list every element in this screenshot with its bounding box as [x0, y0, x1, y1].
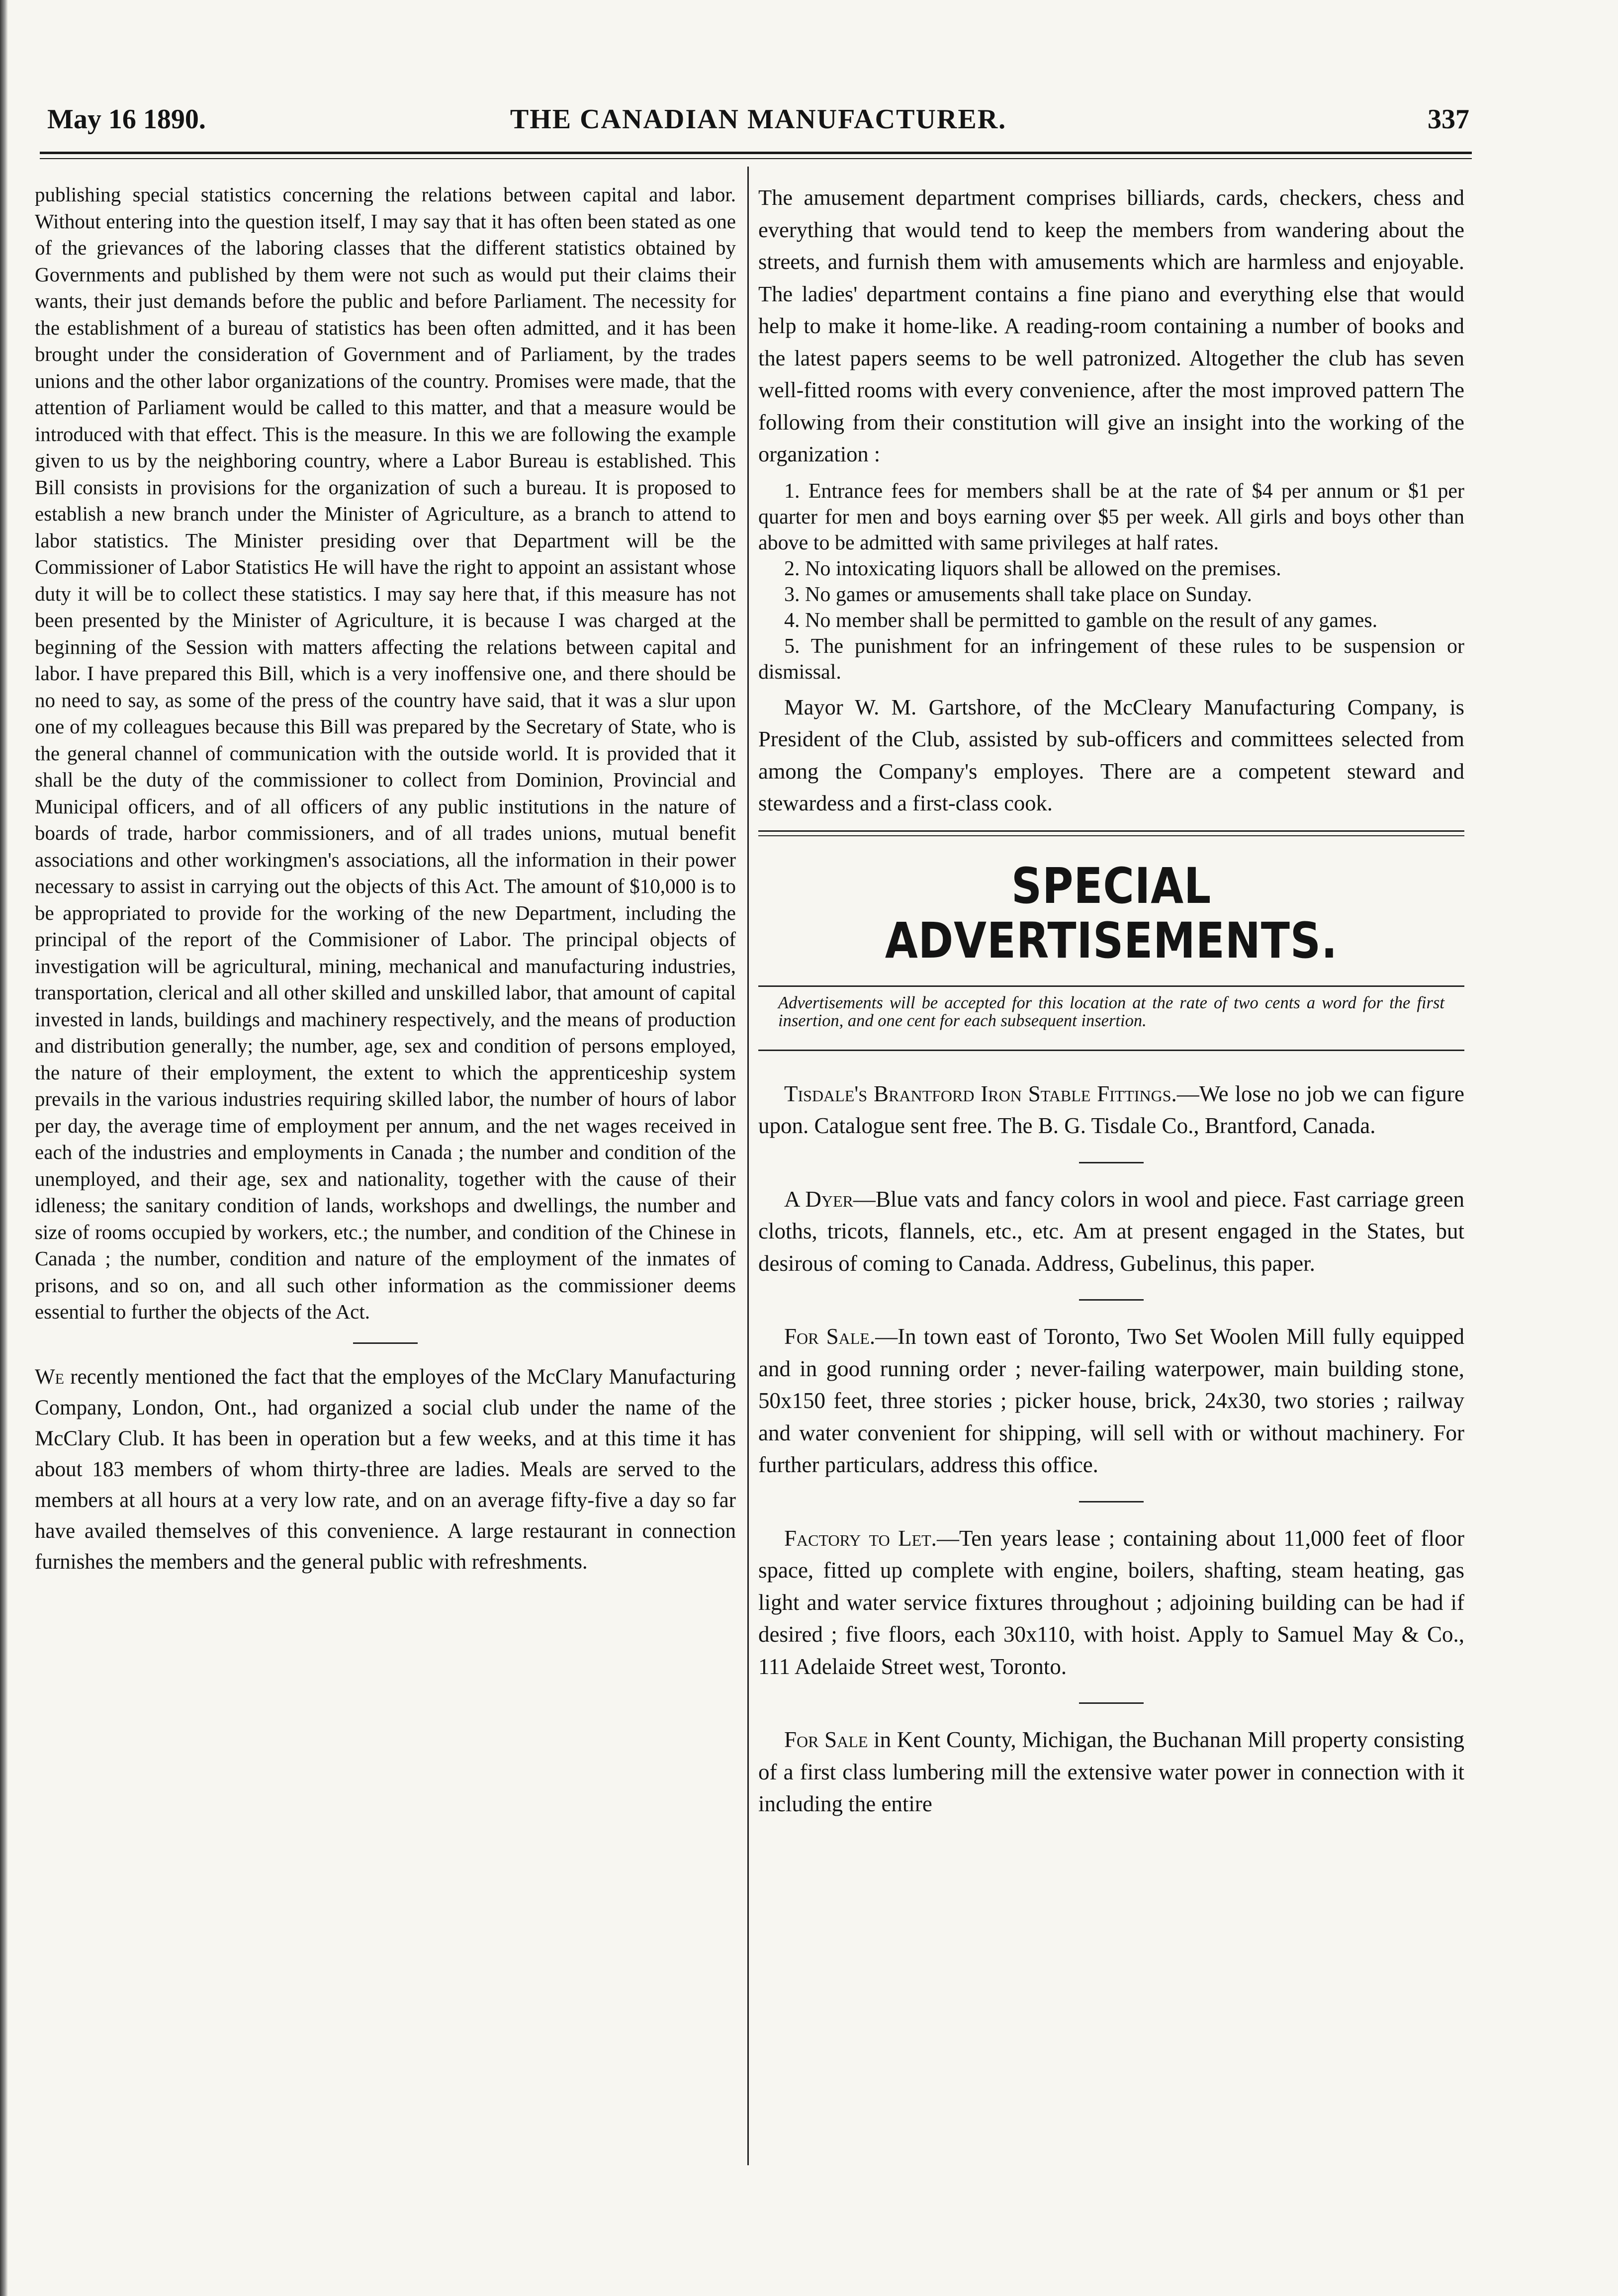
- advertisement-item: [758, 1078, 1464, 1142]
- advertisement-body: —Blue vats and fancy colors in wool and piece. Fast carriage green cloths, tricots, flannels, etc., etc. Am at present engaged in the States, but desirous of coming to Canada. Address, Gubelinus, this paper.: [758, 1186, 1464, 1276]
- advertisements-list: [758, 1078, 1464, 1820]
- column-divider: [747, 167, 749, 2165]
- advertisement-lead: A Dyer: [784, 1186, 853, 1212]
- rule-item: 2. No intoxicating liquors shall be allowed on the premises.: [784, 557, 1281, 580]
- club-rules: [758, 478, 1464, 685]
- advertisement-lead: For Sale.: [784, 1324, 876, 1349]
- left-column: [35, 181, 736, 1578]
- rule-item: 1. Entrance fees for members shall be at the rate of $4 per annum or $1 per quarter for men and boys earning over $5 per week. All girls and boys other than above to be admitted with same privileges at half rates.: [758, 479, 1464, 554]
- advertisement-separator: [1079, 1501, 1144, 1502]
- header-rule-thick: [40, 152, 1472, 154]
- rule-item: 5. The punishment for an infringement of these rules to be suspension or dismissal.: [758, 634, 1464, 684]
- article-paragraph-mcclary-club: [35, 1362, 736, 1578]
- advertisement-body: in Kent County, Michigan, the Buchanan Mill property consisting of a first class lumbering mill the extensive water power in connection with it including the entire: [758, 1727, 1464, 1816]
- advertisement-item: [758, 1724, 1464, 1820]
- article-paragraph-statistics: publishing special statistics concerning the relations between capital and labor. Without entering into the question itself, I may say that it has often been stated as one of the grievances of the laboring classes that the different statistics obtained by Governments and published by them were not such as would put their claims their wants, their just demands before the public and before Parliament. The necessity for the establishment of a bureau of statistics has been often admitted, and it has been brought under the consideration of Government and of Parliament, by the trades unions and the other labor organizations of the country. Promises were made, that the attention of Parliament would be called to this matter, and that a measure would be introduced with that effect. This is the measure. In this we are following the example given to us by the neighboring country, where a Labor Bureau is established. This Bill consists in provisions for the organization of such a bureau. It is proposed to establish a new branch under the Minister of Agriculture, as a branch to attend to labor statistics. The Minister presiding over that Department will be the Commissioner of Labor Statistics He will have the right to appoint an assistant whose duty it will be to collect these statistics. I may say here that, if this measure has not been presented by the Minister of Agriculture, it is because I was charged at the beginning of the Session with matters affecting the relations between capital and labor. I have prepared this Bill, which is a very inoffensive one, and there should be no need to say, as some of the press of the country have said, that it was a slur upon one of my colleagues because this Bill was prepared by the Secretary of State, who is the general channel of communication with the outside world. It is provided that it shall be the duty of the commissioner to collect from Dominion, Provincial and Municipal officers, and of all officers of any public institutions in the nature of boards of trade, harbor commissioners, and of all trades unions, mutual benefit associations and other workingmen's associations, all the information in their power necessary to assist in carrying out the objects of this Act. The amount of $10,000 is to be appropriated to provide for the working of the new Department, including the principal of the report of the Commisioner of Labor. The principal objects of investigation will be agricultural, mining, mechanical and manufacturing industries, transportation, clerical and all other skilled and unskilled labor, that amount of capital invested in lands, buildings and machinery respectively, and the means of production and distribution generally; the number, age, sex and condition of persons employed, the nature of their employment, the extent to which the apprenticeship system prevails in the various industries requiring skilled labor, the number of hours of labor per day, the average time of employment per annum, and the net wages received in each of the industries and employments in Canada ; the number and condition of the unemployed, and their age, sex and nationality, together with the cause of their idleness; the sanitary condition of lands, workshops and dwellings, the number and size of rooms occupied by workers, etc.; the number, and condition of the Chinese in Canada ; the number, condition and nature of the employment of the inmates of prisons, and so on, and all such other information as the commissioner deems essential to further the objects of the Act.: [35, 183, 736, 1323]
- advertisement-separator: [1079, 1299, 1144, 1301]
- mayor-paragraph: Mayor W. M. Gartshore, of the McCleary Manufacturing Company, is President of the Club, assisted by sub-officers and committees selected from among the Company's employes. There are a competent steward and stewardess and a first-class cook.: [758, 694, 1464, 815]
- club-paragraph: The amusement department comprises billiards, cards, checkers, chess and everything that would tend to keep the members from wandering about the streets, and furnish them with amusements which are harmless and enjoyable. The ladies' department contains a fine piano and everything else that would help to make it home-like. A reading-room containing a number of books and the latest papers seems to be well patronized. Altogether the club has seven well-fitted rooms with every convenience, after the most improved pattern The following from their constitution will give an insight into the working of the organization :: [758, 185, 1464, 466]
- advertisement-separator: [1079, 1162, 1144, 1163]
- section-rule: [353, 1342, 418, 1344]
- mayor-section: [758, 691, 1464, 819]
- advertisement-lead: Tisdale's Brantford Iron Stable Fittings.: [784, 1081, 1177, 1106]
- page-number: 337: [1428, 104, 1469, 135]
- advertisement-body: —Ten years lease ; containing about 11,000 feet of floor space, fitted up complete with engine, boilers, shafting, steam heating, gas light and water service fixtures throughout ; adjoining building can be had if desired ; five floors, each 30x110, with hoist. Apply to Samuel May & Co., 111 Adelaide Street west, Toronto.: [758, 1525, 1465, 1679]
- advertisement-item: [758, 1522, 1464, 1683]
- advertisement-rates-note: Advertisements will be accepted for this location at the rate of two cents a word for the first insertion, and one cent for each subsequent insertion.: [778, 993, 1444, 1030]
- rule-item: 4. No member shall be permitted to gamble on the result of any games.: [784, 609, 1378, 632]
- issue-date: May 16 1890.: [47, 104, 206, 135]
- paragraph-lead-word: We: [35, 1365, 64, 1389]
- advertisement-separator: [1079, 1702, 1144, 1704]
- advertisement-lead: Factory to Let.: [784, 1525, 937, 1551]
- advertisement-item: [758, 1183, 1464, 1280]
- note-rule: [758, 1050, 1464, 1051]
- rule-item: 3. No games or amusements shall take place on Sunday.: [784, 583, 1252, 606]
- special-advertisements-heading: SPECIAL ADVERTISEMENTS.: [885, 857, 1338, 970]
- header-rule-thin: [40, 158, 1472, 159]
- paragraph-body: recently mentioned the fact that the employes of the McClary Manufacturing Company, London, Ont., had organized a social club under the name of the McClary Club. It has been in operation but a few weeks, and at this time it has about 183 members of whom thirty-three are ladies. Meals are served to the members at all hours at a very low rate, and on an average fifty-five a day so far have availed themselves of this convenience. A large restaurant in connection furnishes the members and the general public with refreshments.: [35, 1365, 736, 1574]
- advertisement-body: —In town east of Toronto, Two Set Woolen Mill fully equipped and in good running order ; never-failing waterpower, main building stone, 50x150 feet, three stories ; picker house, brick, 24x30, two stories ; railway and water convenient for shipping, will sell with or without machinery. For further particulars, address this office.: [758, 1324, 1464, 1477]
- section-rule-thin: [758, 835, 1464, 836]
- advertisement-body: —We lose no job we can figure upon. Catalogue sent free. The B. G. Tisdale Co., Brantford, Canada.: [758, 1081, 1464, 1138]
- publication-title: THE CANADIAN MANUFACTURER.: [510, 104, 1007, 135]
- advertisement-item: [758, 1321, 1464, 1481]
- page-edge: [0, 0, 8, 2296]
- page-header: [47, 102, 1469, 142]
- club-section: [758, 181, 1464, 470]
- advertisement-lead: For Sale: [784, 1727, 868, 1752]
- heading-rule: [758, 985, 1464, 987]
- right-column: [758, 181, 1464, 1820]
- section-rule-thick: [758, 830, 1464, 832]
